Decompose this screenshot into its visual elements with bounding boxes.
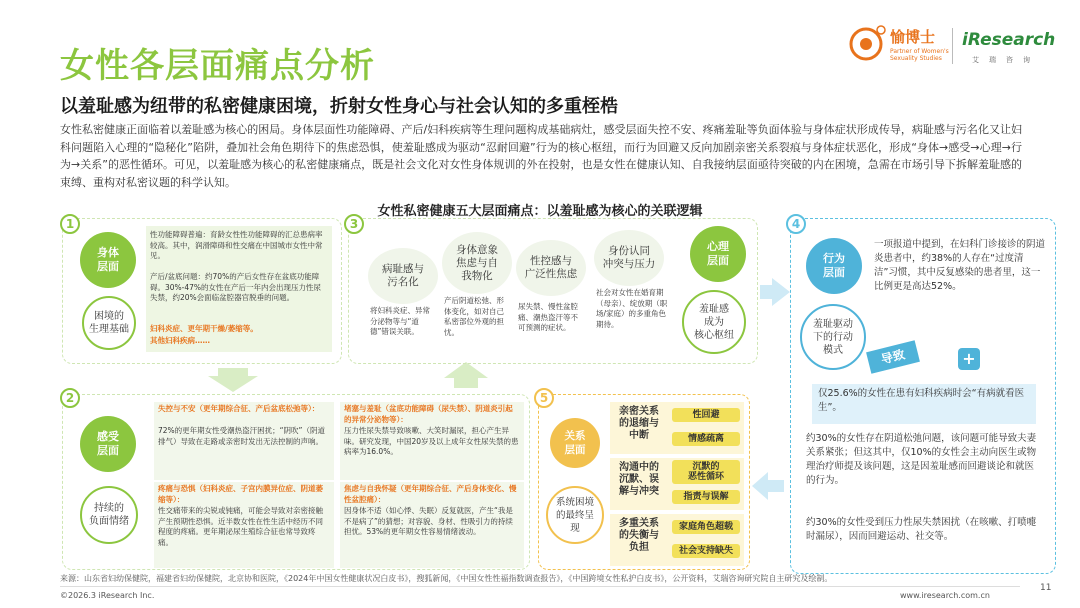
feeling-box-2-head: 疼痛与恐惧（妇科炎症、子宫内膜异位症、阴道萎缩等）： — [158, 484, 323, 504]
behavior-layer-circle: 行为 层面 — [806, 238, 862, 294]
psych-body-image-circle: 身体意象 焦虑与自 我物化 — [442, 232, 512, 294]
page-subtitle: 以羞耻感为纽带的私密健康困境，折射女性身心与社会认知的多重桎梏 — [60, 96, 618, 117]
psych-core-ring: 羞耻感 成为 核心枢纽 — [682, 290, 746, 354]
psych-body-image-text: 产后阴道松弛、形体变化，如对自己私密部位外观的担忧。 — [444, 296, 504, 337]
body-item-1: 性功能障碍普遍：育龄女性性功能障碍的汇总患病率较高。其中，润滑障碍和性交痛在中国城市女性中常见。 — [150, 230, 323, 260]
arrow-panel4-to-panel5 — [752, 472, 784, 500]
doctor-visit-stat: 仅25.6%的女性在患有妇科疾病时会“有病就看医生”。 — [812, 384, 1036, 424]
iresearch-logo: iResearch — [962, 30, 1056, 50]
chart-title: 女性私密健康五大层面痛点：以羞耻感为核心的关联逻辑 — [377, 204, 703, 219]
arrow-panel3-to-panel4 — [760, 278, 790, 306]
relation-pill-distance: 情感疏离 — [672, 432, 740, 446]
relation-pill-avoid: 性回避 — [672, 408, 740, 422]
psych-identity-circle: 身份认同 冲突与压力 — [594, 230, 664, 286]
iresearch-logo-sub: 艾瑞咨询 — [972, 56, 1040, 64]
source-note: 来源：山东省妇幼保健院，福建省妇幼保健院，北京协和医院，《2024年中国女性健康状况白皮书》，搜狐新闻，《中国女性性福指数调查报告》，《中国跨境女性私护白皮书》，公开资料，艾瑞咨询研究院自主研究及绘制。 — [60, 574, 833, 583]
feeling-layer-ring: 持续的 负面情绪 — [80, 486, 138, 544]
feeling-box-4 — [340, 482, 524, 568]
behavior-bullet-2: 约30%的女性受到压力性尿失禁困扰（在咳嗽、打喷嚏时漏尿），因而回避运动、社交等。 — [806, 517, 1037, 542]
panel-behavior-number: 4 — [786, 214, 806, 234]
page-title: 女性各层面痛点分析 — [60, 46, 375, 86]
arrow-panel2-to-panel3 — [444, 362, 488, 388]
psych-stigma-circle: 病耻感与 污名化 — [368, 248, 438, 304]
psych-layer-circle: 心理 层面 — [690, 226, 746, 282]
psych-anxiety-circle: 性控感与 广泛性焦虑 — [516, 240, 586, 296]
intro-paragraph: 女性私密健康正面临着以羞耻感为核心的困局。身体层面性功能障碍、产后/妇科疾病等生理问题构成基础病灶，感受层面失控不安、疼痛羞耻等负面体验与身体症状形成传导，病耻感与污名化又让妇科问题陷入心理的“隐秘化”陷阱，叠加社会角色期待下的焦虑恐惧，使羞耻感成为驱动“忍耐回避”行为的核心枢纽，而行为回避又反向加剧亲密关系裂痕与身体症状恶化，形成“身体→感受→心理→行为→关系”的恶性循环。可见，以羞耻感为核心的私密健康痛点，既是社会文化对女性身体规训的外在投射，也是女性在健康认知、自我接纳层面亟待突破的内在困境，急需在市场引导下拆解羞耻感的束缚、重构对私密议题的科学认知。 — [60, 123, 1022, 189]
feeling-box-1-text: 72%的更年期女性受潮热盗汗困扰；“阴吹”（阴道排气）导致在走路或亲密时发出无法控制的声响。 — [158, 426, 325, 446]
feeling-box-2 — [154, 482, 334, 568]
psych-stigma-text: 将妇科炎症、异常分泌物等与“道德”错误关联。 — [370, 306, 430, 336]
psych-anxiety-text: 尿失禁、慢性盆腔痛、潮热盗汗等不可预测的症状。 — [518, 302, 578, 332]
panel-feeling-number: 2 — [60, 388, 80, 408]
relation-pill-support: 社会支持缺失 — [672, 544, 740, 558]
relation-group-2 — [610, 458, 744, 510]
copyright: ©2026.3 iResearch Inc. — [60, 591, 155, 600]
feeling-box-3-head: 堵塞与羞耻（盆底功能障碍（尿失禁）、阴道炎引起的异常分泌物等）： — [344, 404, 513, 424]
body-layer-details — [146, 226, 332, 352]
relation-group-2-label: 沟通中的 沉默、误 解与冲突 — [619, 462, 659, 497]
behavior-layer-ring: 羞耻驱动 下的行动 模式 — [800, 304, 866, 370]
relation-layer-ring: 系统困境 的最终呈 现 — [546, 486, 604, 544]
feeling-box-1-head: 失控与不安（更年期综合征、产后盆底松弛等）： — [158, 404, 320, 413]
arrow-panel1-to-panel2 — [208, 368, 258, 392]
page-number: 11 — [1040, 583, 1052, 593]
panel-psych-number: 3 — [344, 214, 364, 234]
panel-body-number: 1 — [60, 214, 80, 234]
relation-group-1-label: 亲密关系 的退缩与 中断 — [619, 406, 659, 441]
yu-logo-sub1: Partner of Women's — [890, 48, 949, 55]
feeling-layer-circle: 感受 层面 — [80, 416, 136, 472]
relation-group-3-label: 多重关系 的失衡与 负担 — [619, 518, 659, 553]
medical-cross-icon: + — [958, 348, 980, 370]
feeling-box-2-text: 性交痛带来的尖锐或钝痛，可能会导致对亲密接触产生预期性恐惧。近半数女性在性生活中经历不同程度的疼痛。更年期泌尿生殖综合征也常导致疼痛。 — [158, 506, 323, 547]
relation-group-3 — [610, 514, 744, 566]
feeling-box-3 — [340, 402, 524, 480]
feeling-box-4-text: 因身体不适（如心悸、失眠）反复就医，产生“我是不是病了”的猜想；对容貌、身材、性吸引力的持续担忧。53%的更年期女性容易情绪波动。 — [344, 506, 513, 536]
leads-to-arrow-label: 导致 — [866, 340, 920, 373]
body-item-2: 产后/盆底问题：约70%的产后女性存在盆底功能障碍。30%-47%的女性在产后一年内会出现压力性尿失禁，约20%会面临盆腔器官脱垂的问题。 — [150, 272, 322, 302]
feeling-box-4-head: 焦虑与自我怀疑（更年期综合征、产后身体变化、慢性盆腔痛）： — [344, 484, 517, 504]
feeling-box-1 — [154, 402, 334, 480]
panel-relation-number: 5 — [534, 388, 554, 408]
behavior-bullet-1: 约30%的女性存在阴道松弛问题，该问题可能导致夫妻关系紧张；但这其中，仅10%的女性会主动向医生或物理治疗师提及该问题，这是因羞耻感而回避谈论和就医的行为。 — [806, 433, 1037, 486]
relation-layer-circle: 关系 层面 — [550, 418, 600, 468]
body-item-4: 其他妇科疾病…… — [150, 336, 210, 345]
relation-group-1 — [610, 402, 744, 454]
feeling-box-3-text: 压力性尿失禁导致咳嗽、大笑时漏尿，担心产生异味。研究发现，中国20岁及以上成年女性尿失禁的患病率为16.0%。 — [344, 426, 519, 456]
body-layer-circle: 身体 层面 — [80, 232, 136, 288]
body-layer-ring: 困境的 生理基础 — [82, 296, 136, 350]
relation-pill-overload: 家庭角色超载 — [672, 520, 740, 534]
behavior-quote: 一项报道中提到，在妇科门诊接诊的阴道炎患者中，约38%的人存在“过度清洁”习惯，其中反复感染的患者里，这一比例更是高达52%。 — [874, 239, 1046, 292]
website: www.iresearch.com.cn — [900, 591, 990, 600]
yu-logo-name: 愉博士 — [890, 28, 936, 46]
body-item-3: 妇科炎症、更年期干燥/萎缩等。 — [150, 324, 258, 333]
psych-identity-text: 社会对女性在婚育期（母亲）、绽放期（职场/家庭）的多重角色期待。 — [596, 288, 668, 329]
relation-pill-silence: 沉默的 恶性循环 — [672, 460, 740, 484]
footer-divider — [60, 586, 1020, 587]
yu-logo-sub2: Sexuality Studies — [890, 55, 942, 62]
relation-pill-blame: 指责与误解 — [672, 490, 740, 504]
